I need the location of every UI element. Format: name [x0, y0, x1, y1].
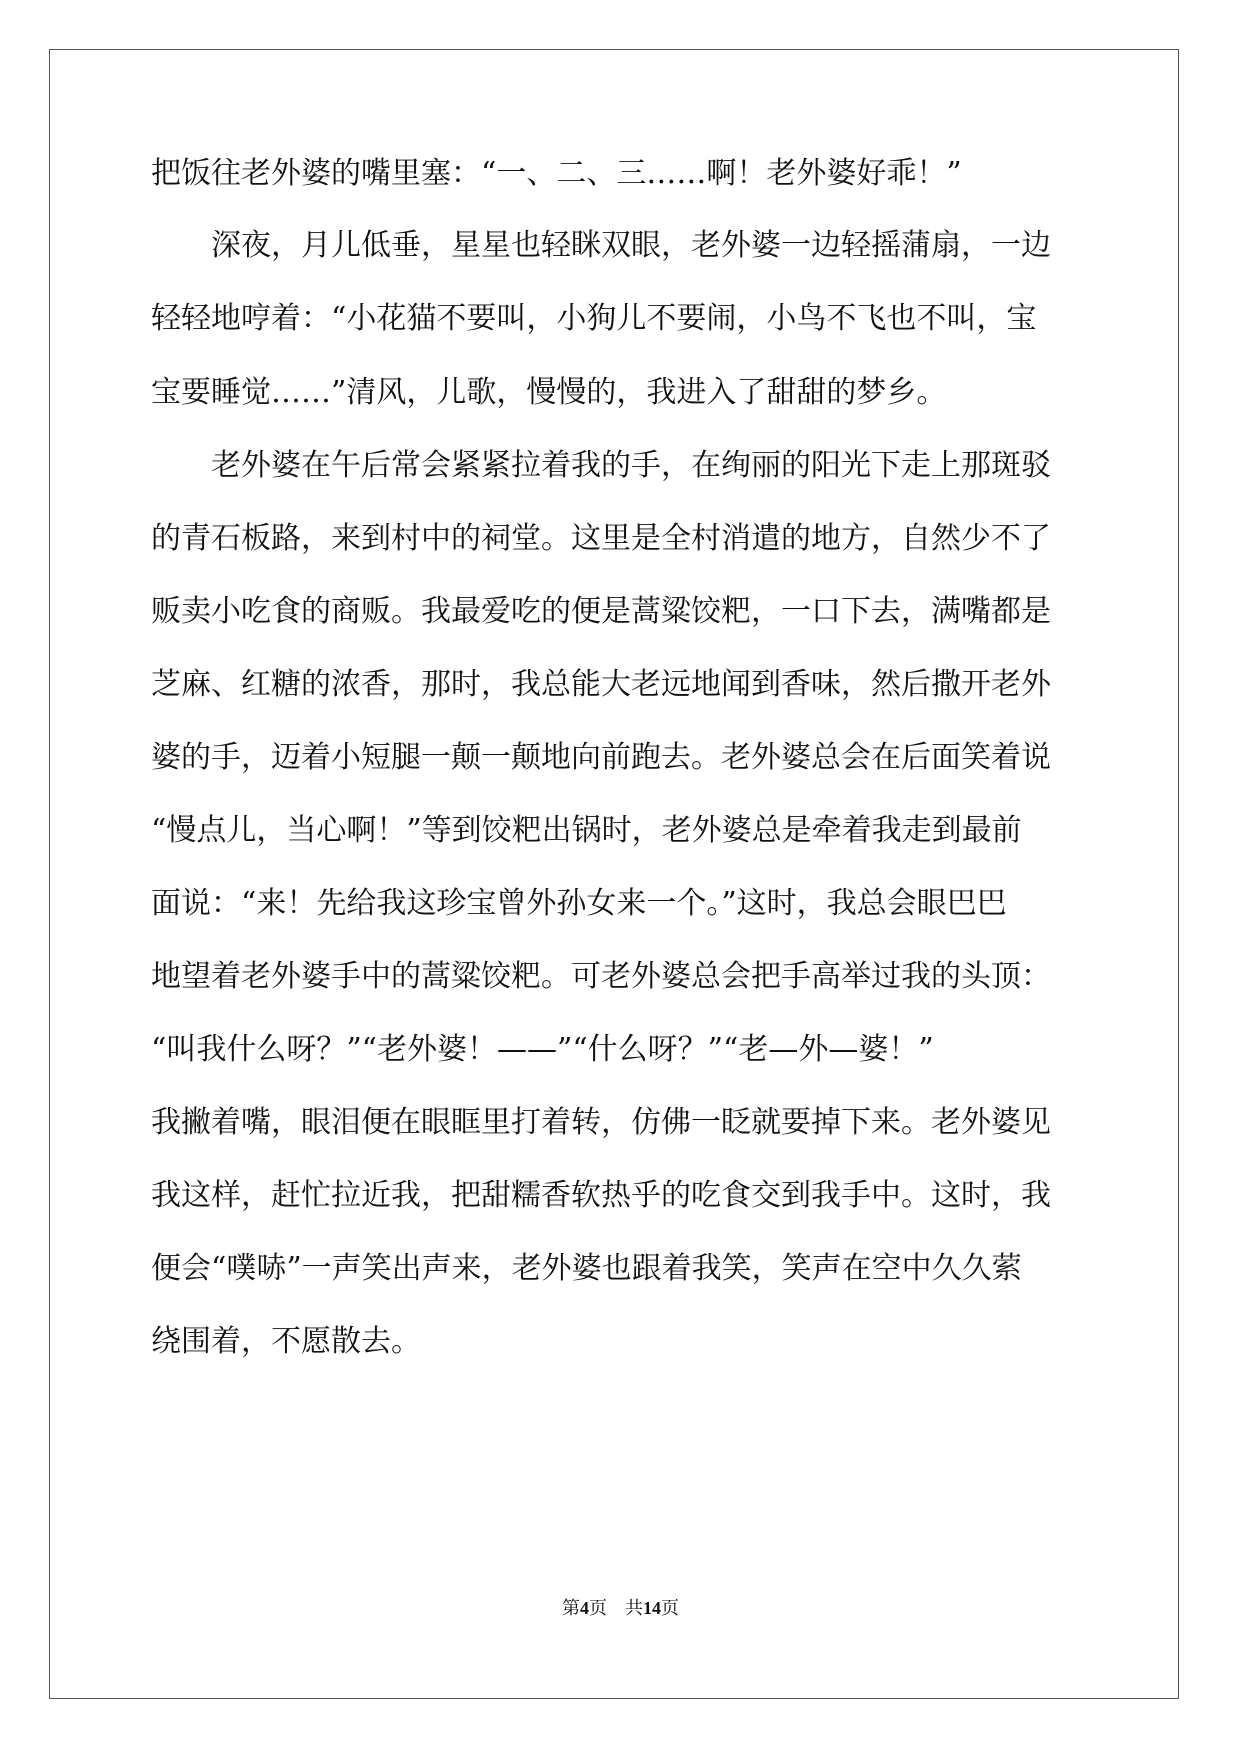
page-border: [49, 49, 1179, 1699]
page-number-prefix: 第: [562, 1598, 580, 1618]
text-line: 贩卖小吃食的商贩。我最爱吃的便是蒿粱饺粑，一口下去，满嘴都是: [151, 594, 1051, 629]
total-pages: 14: [643, 1598, 661, 1618]
text-line: 我这样，赶忙拉近我，把甜糯香软热乎的吃食交到我手中。这时，我: [151, 1178, 1051, 1213]
text-line: 面说：“来！先给我这珍宝曾外孙女来一个。”这时，我总会眼巴巴: [151, 886, 1007, 921]
text-line: 我撇着嘴，眼泪便在眼眶里打着转，仿佛一眨就要掉下来。老外婆见: [151, 1105, 1051, 1140]
text-line: 的青石板路，来到村中的祠堂。这里是全村消遣的地方，自然少不了: [151, 521, 1051, 556]
text-line: 地望着老外婆手中的蒿粱饺粑。可老外婆总会把手高举过我的头顶：: [151, 959, 1051, 994]
text-line: “慢点儿，当心啊！”等到饺粑出锅时，老外婆总是牵着我走到最前: [151, 813, 1022, 848]
text-line: 老外婆在午后常会紧紧拉着我的手，在绚丽的阳光下走上那斑驳: [151, 448, 1051, 483]
text-line: 轻轻地哼着：“小花猫不要叫，小狗儿不要闹，小鸟不飞也不叫，宝: [151, 301, 1037, 336]
text-line: 婆的手，迈着小短腿一颠一颠地向前跑去。老外婆总会在后面笑着说: [151, 740, 1051, 775]
text-line: 宝要睡觉……”清风，儿歌，慢慢的，我进入了甜甜的梦乡。: [151, 375, 947, 410]
text-line: 便会“噗哧”一声笑出声来，老外婆也跟着我笑，笑声在空中久久萦: [151, 1251, 1022, 1286]
text-line: 绕围着，不愿散去。: [151, 1324, 421, 1359]
page-footer: [0, 1596, 1241, 1620]
page-number: 4: [580, 1598, 589, 1618]
total-pages-prefix: 共: [625, 1598, 643, 1618]
text-line: 把饭往老外婆的嘴里塞：“一、二、三……啊！老外婆好乖！”: [151, 156, 962, 191]
text-line: 深夜，月儿低垂，星星也轻眯双眼，老外婆一边轻摇蒲扇，一边: [151, 228, 1051, 263]
text-line: 芝麻、红糖的浓香，那时，我总能大老远地闻到香味，然后撒开老外: [151, 667, 1051, 702]
text-line: “叫我什么呀？”“老外婆！——”“什么呀？”“老—外—婆！”: [151, 1032, 934, 1067]
page-number-suffix: 页: [589, 1598, 607, 1618]
total-pages-suffix: 页: [661, 1598, 679, 1618]
